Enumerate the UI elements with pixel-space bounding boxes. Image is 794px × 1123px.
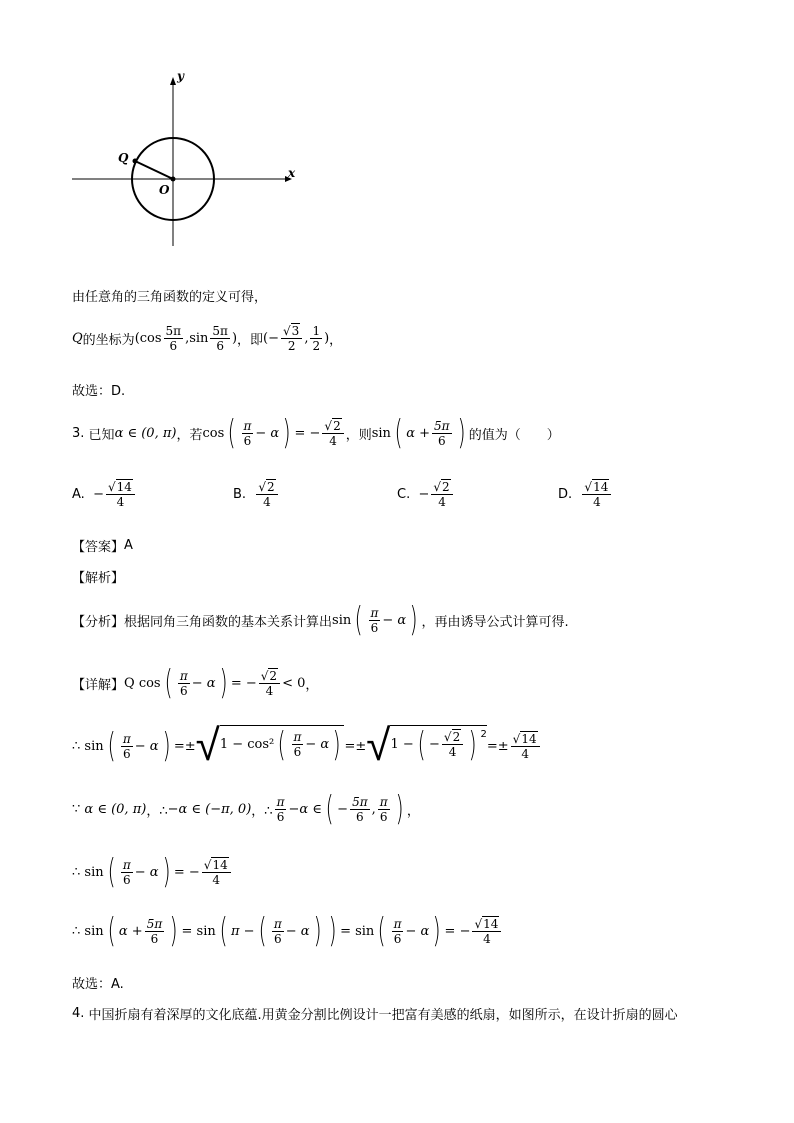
- fraction: $\frac{\pi}{6}$: [393, 916, 402, 946]
- fraction: $\frac{5\pi}{6}$: [352, 794, 368, 824]
- choose-a-line: 故选：A.: [72, 977, 124, 992]
- sqrt-expression: √ 1 − ( − $\frac{√2}{4}$ ) $^2$: [366, 720, 487, 771]
- fraction: $\frac{√2}{4}$: [259, 669, 280, 698]
- fraction: $\frac{√14}{4}$: [106, 480, 135, 509]
- answer-line: 【答案】 A: [72, 538, 133, 555]
- fraction: $\frac{\pi}{6}$: [122, 857, 131, 887]
- fraction: $\frac{√2}{4}$: [442, 730, 463, 759]
- option-a[interactable]: A. − $\frac{√14}{4}$: [72, 480, 137, 509]
- label-x: x: [288, 166, 296, 180]
- fraction: $\frac{5\pi}{6}$: [434, 418, 450, 448]
- question-4: 4. 中国折扇有着深厚的文化底蕴.用黄金分割比例设计一把富有美感的纸扇，如图所示，在设计折扇的圆心: [72, 1006, 678, 1023]
- sin-result-step: ∴ sin ( $\frac{\pi}{6}$ − α ) = − $\frac{√14}{4}$: [72, 855, 233, 889]
- sqrt-expression: √ 1 − cos² ( $\frac{\pi}{6}$ − α ): [196, 724, 345, 768]
- option-b[interactable]: B. $\frac{√2}{4}$: [233, 480, 280, 509]
- fraction: $\frac{√14}{4}$: [472, 917, 501, 946]
- fraction: $\frac{√2}{4}$: [322, 419, 343, 448]
- label-y: y: [177, 69, 184, 83]
- definition-line: 由任意角的三角函数的定义可得，: [72, 290, 268, 305]
- y-axis-arrow: [170, 77, 176, 85]
- fraction: $\frac{\pi}{6}$: [273, 916, 282, 946]
- fraction: $\frac{√3}{2}$: [281, 324, 302, 353]
- label-q: Q: [118, 151, 129, 165]
- fraction: $\frac{√14}{4}$: [511, 732, 540, 761]
- analysis-tag: 【解析】: [72, 571, 125, 586]
- point-q: [133, 159, 138, 164]
- fraction: $\frac{1}{2}$: [312, 324, 321, 353]
- fenxi-line: 【分析】 根据同角三角函数的基本关系计算出 sin ( $\frac{\pi}{6}$ − α ) ，再由诱导公式计算可得.: [72, 600, 569, 640]
- choose-d-line: 故选：D.: [72, 384, 126, 399]
- fraction: $\frac{√14}{4}$: [202, 858, 231, 887]
- fraction: $\frac{√2}{4}$: [431, 480, 452, 509]
- fraction: $\frac{√2}{4}$: [256, 480, 277, 509]
- radius-oq: [135, 161, 173, 179]
- fraction: $\frac{\pi}{6}$: [276, 794, 285, 824]
- fraction: $\frac{√14}{4}$: [582, 480, 611, 509]
- option-d[interactable]: D. $\frac{√14}{4}$: [558, 480, 613, 509]
- fraction: $\frac{\pi}{6}$: [293, 730, 302, 759]
- fraction: $\frac{5\pi}{6}$: [212, 324, 228, 353]
- xiangjie-line: 【详解】 Q cos ( $\frac{\pi}{6}$ − α ) = − $\frac{√2}{4}$ < 0 ，: [72, 663, 319, 703]
- point-o: [171, 177, 176, 182]
- question-3: 3. 已知 α ∈ (0, π) ，若 cos ( $\frac{\pi}{6}$ − α ) = − $\frac{√2}{4}$ ，则 sin ( α + $\frac{5\pi}{6}$ ) 的值为（ ）: [72, 413, 560, 453]
- option-c[interactable]: C. − $\frac{√2}{4}$: [397, 480, 455, 509]
- final-step: ∴ sin ( α + $\frac{5\pi}{6}$ ) = sin ( π − ( $\frac{\pi}{6}$ − α ) ) = sin ( $\frac{\pi}{6}$ − α ) = − $\frac{√14}{4}$: [72, 914, 503, 948]
- because-step: ∵ α ∈ (0, π) ，∴ −α ∈ (−π, 0) ，∴ $\frac{\pi}{6}$ −α ∈ ( − $\frac{5\pi}{6}$ , $\frac{\pi}{6}$ ) ，: [72, 789, 420, 829]
- fraction: $\frac{\pi}{6}$: [379, 794, 388, 824]
- fraction: $\frac{5\pi}{6}$: [146, 916, 163, 946]
- q-coordinate-line: Q 的坐标为 ( cos $\frac{5\pi}{6}$ , sin $\frac{5\pi}{6}$ ) ，即 (− $\frac{√3}{2}$ , $\frac{1}{2}$ ) ，: [72, 324, 343, 353]
- fraction: $\frac{5\pi}{6}$: [165, 324, 182, 353]
- sin-sqrt-step: ∴ sin ( $\frac{\pi}{6}$ − α ) = ± √ 1 − cos² ( $\frac{\pi}{6}$ − α ) = ± √ 1 − ( − $\frac{√2}{4}$ ) $^2$ = ± $\frac{√14}{4}$: [72, 724, 542, 768]
- fraction: $\frac{\pi}{6}$: [179, 668, 188, 698]
- fraction: $\frac{\pi}{6}$: [243, 418, 252, 448]
- fraction: $\frac{\pi}{6}$: [370, 605, 379, 635]
- unit-circle-figure: [60, 60, 310, 255]
- fraction: $\frac{\pi}{6}$: [122, 731, 131, 761]
- label-o: O: [159, 183, 170, 197]
